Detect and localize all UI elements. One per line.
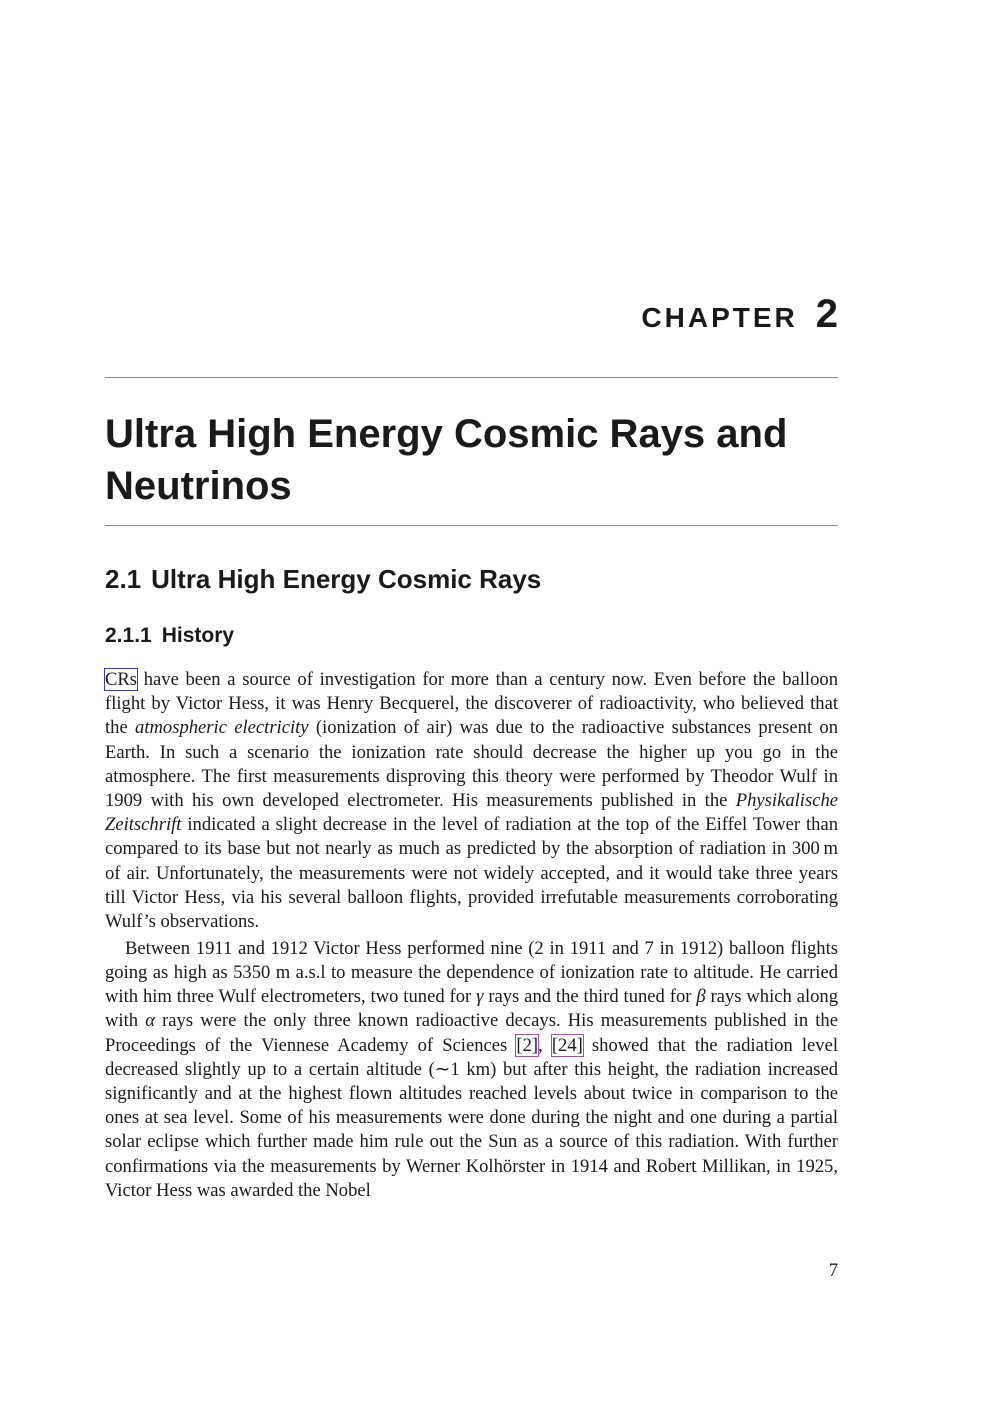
paragraph-2-text-b: rays and the third tuned for (483, 986, 697, 1008)
chapter-title-bottom-rule (105, 525, 838, 526)
paragraph-2-text-d: rays were the only three known radioactive decays. His measurements published in the Proceedings of the Viennese Academy of Sciences (105, 1010, 838, 1056)
paragraph-1-text-b: (ionization of air) was due to the radioactive substances present on Earth. In such a scenario the ionization rate should decrease the higher up you go in the atmosphere. The first measurements disproving this theory were performed by Theodor Wulf in 1909 with his own developed electrometer. His measurements published in the (105, 717, 838, 812)
page-number: 7 (828, 1260, 838, 1281)
chapter-title: Ultra High Energy Cosmic Rays and Neutrinos (105, 412, 788, 508)
chapter-number: 2 (815, 292, 838, 336)
citation-link-24[interactable]: [24] (551, 1034, 583, 1056)
paragraph-2-text-a: Between 1911 and 1912 Victor Hess performed nine (2 in 1911 and 7 in 1912) balloon flights going as high as 5350 m a.s.l to measure the dependence of ionization rate to altitude. He carried with him three Wulf electrometers, two tuned for (105, 937, 838, 1008)
body-text (105, 668, 838, 1203)
section-number: 2.1 (105, 564, 142, 594)
paragraph-2 (105, 937, 838, 1203)
gamma-symbol: γ (476, 986, 484, 1008)
section-title: Ultra High Energy Cosmic Rays (151, 564, 542, 594)
paragraph-1 (105, 668, 838, 934)
paragraph-1-emphasis-a: atmospheric electricity (135, 717, 309, 739)
section-heading (105, 563, 541, 595)
subsection-title: History (161, 624, 235, 647)
citation-link-2[interactable]: [2] (516, 1034, 539, 1056)
acronym-link-crs[interactable]: CRs (105, 669, 138, 690)
paragraph-2-text-e: showed that the radiation level decreased slightly up to a certain altitude (∼1 km) but after this height, the radiation increased significantly and at the highest flown altitudes reached levels about twice in comparison to the ones at sea level. Some of his measurements were done during the night and one during a partial solar eclipse which further made him rule out the Sun as a source of this radiation. With further confirmations via the measurements by Werner Kolhörster in 1914 and Robert Millikan, in 1925, Victor Hess was awarded the Nobel (105, 1034, 839, 1201)
chapter-heading (641, 292, 838, 337)
paragraph-2-text-c: rays which along with (105, 986, 839, 1032)
chapter-title-top-rule (105, 377, 838, 378)
paragraph-1-text-a: have been a source of investigation for more than a century now. Even before the balloon flight by Victor Hess, it was Henry Becquerel, the discoverer of radioactivity, who believed that the (105, 669, 838, 739)
paragraph-1-emphasis-b: Physikalische Zeitschrift (105, 790, 838, 836)
citation-separator: , (538, 1034, 552, 1056)
document-page (105, 0, 838, 1414)
chapter-label: CHAPTER (641, 302, 798, 333)
beta-symbol: β (696, 986, 706, 1008)
subsection-number: 2.1.1 (105, 624, 152, 647)
alpha-symbol: α (145, 1010, 155, 1032)
subsection-heading (105, 622, 234, 650)
paragraph-1-text-c: indicated a slight decrease in the level of radiation at the top of the Eiffel Tower than compared to its base but not nearly as much as predicted by the absorption of radiation in 300 m of air. Unfortunately, the measurements were not widely accepted, and it would take three years till Victor Hess, via his several balloon flights, provided irrefutable measurements corroborating Wulf’s observations. (105, 814, 838, 933)
